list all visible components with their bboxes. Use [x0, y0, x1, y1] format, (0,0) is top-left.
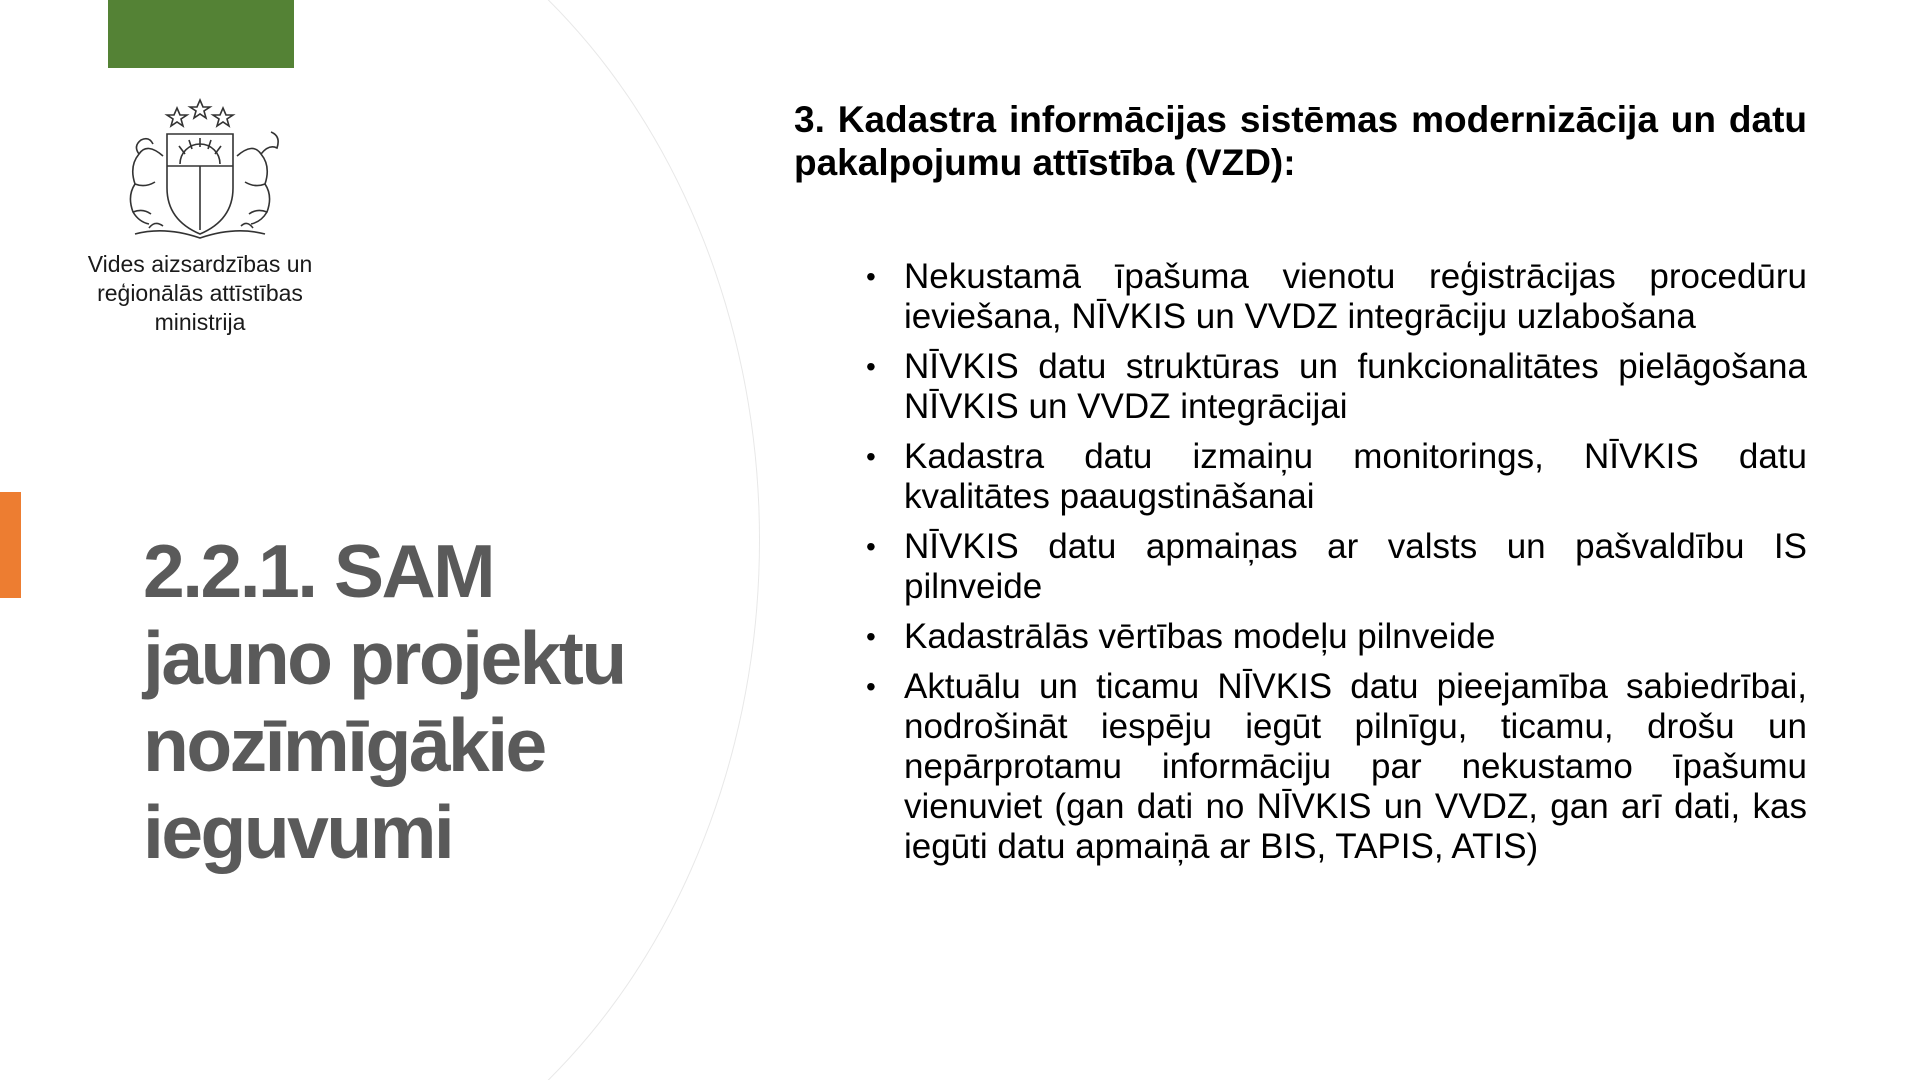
- bullet-text: NĪVKIS datu apmaiņas ar valsts un pašvaldību IS pilnveide: [904, 527, 1807, 606]
- slide-title-line: nozīmīgākie: [143, 703, 545, 787]
- bullet-item: [866, 347, 1807, 427]
- slide-title-line: ieguvumi: [143, 790, 453, 874]
- section-heading: 3. Kadastra informācijas sistēmas modernizācija un datu pakalpojumu attīstība (VZD):: [794, 99, 1807, 183]
- bullet-dot-icon: •: [866, 441, 876, 472]
- ministry-line: reģionālās attīstības: [97, 280, 303, 306]
- latvia-coat-of-arms-icon: [105, 96, 295, 246]
- green-accent-bar: [108, 0, 294, 68]
- bullet-text: Kadastra datu izmaiņu monitorings, NĪVKIS datu kvalitātes paaugstināšanai: [904, 437, 1807, 516]
- orange-accent-bar: [0, 492, 21, 598]
- slide-title-line: jauno projektu: [143, 616, 625, 700]
- ministry-name: [50, 250, 350, 337]
- slide-title-line: 2.2.1. SAM: [143, 529, 494, 613]
- bullet-text: Aktuālu un ticamu NĪVKIS datu pieejamība sabiedrībai, nodrošināt iespēju iegūt pilnīgu, ticamu, drošu un nepārprotamu informāciju par nekustamo īpašumu vienuviet (gan dati no NĪVKIS un VVDZ, gan arī dati, kas iegūti datu apmaiņā ar BIS, TAPIS, ATIS): [904, 667, 1807, 866]
- bullet-item: [866, 667, 1807, 867]
- bullet-text: Nekustamā īpašuma vienotu reģistrācijas procedūru ieviešana, NĪVKIS un VVDZ integrāciju uzlabošana: [904, 257, 1807, 336]
- bullet-text: Kadastrālās vērtības modeļu pilnveide: [904, 617, 1496, 656]
- slide-title: [143, 528, 663, 876]
- bullet-item: [866, 257, 1807, 337]
- bullet-dot-icon: •: [866, 531, 876, 562]
- ministry-line: Vides aizsardzības un: [87, 251, 313, 277]
- bullet-text: NĪVKIS datu struktūras un funkcionalitātes pielāgošana NĪVKIS un VVDZ integrācijai: [904, 347, 1807, 426]
- bullet-item: [866, 437, 1807, 517]
- bullet-dot-icon: •: [866, 671, 876, 702]
- bullet-dot-icon: •: [866, 261, 876, 292]
- ministry-line: ministrija: [154, 309, 246, 335]
- bullet-item: [866, 527, 1807, 607]
- bullet-dot-icon: •: [866, 621, 876, 652]
- bullet-dot-icon: •: [866, 351, 876, 382]
- bullet-item: [866, 617, 1807, 657]
- bullet-list: [866, 257, 1807, 877]
